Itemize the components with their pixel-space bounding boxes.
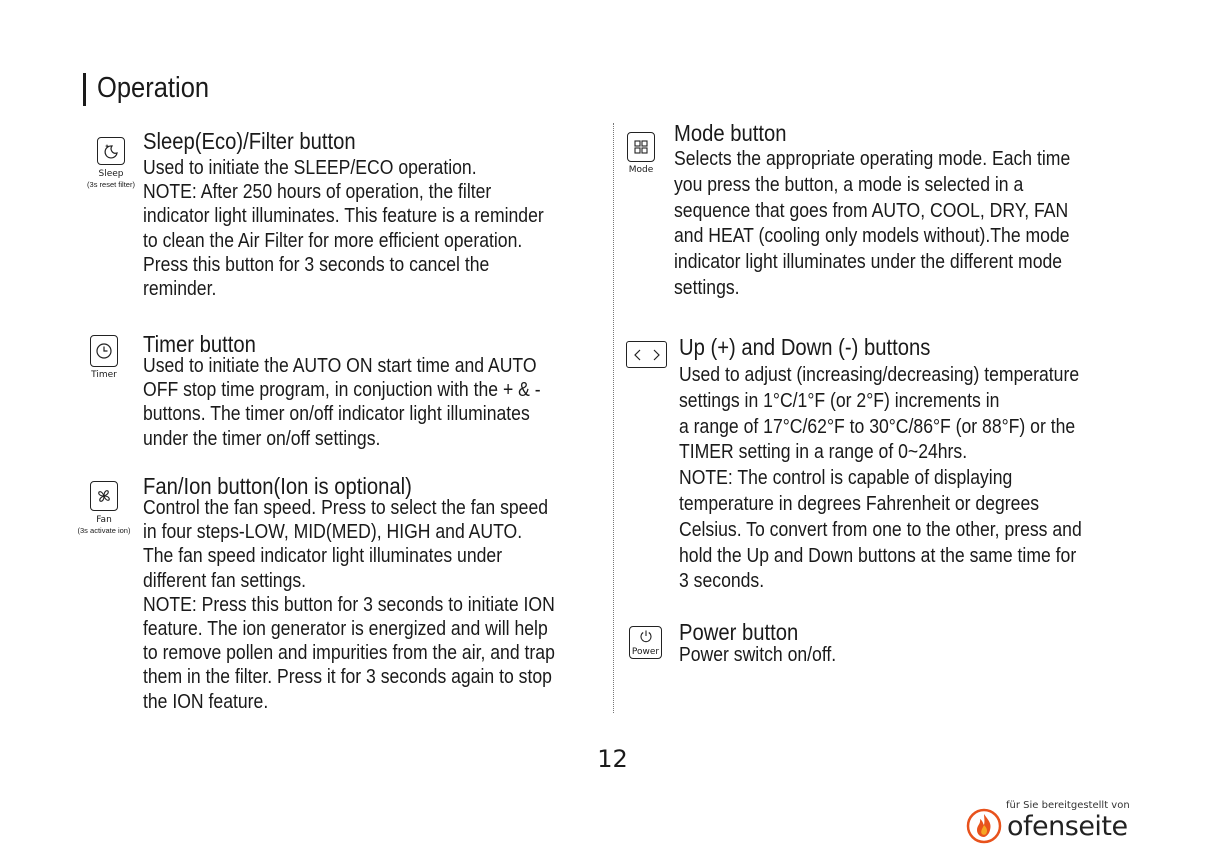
fan-icon-label: Fan [96, 515, 112, 525]
body-line: reminder. [143, 278, 217, 301]
body-line: hold the Up and Down buttons at the same time for [679, 544, 1077, 567]
updown-title: Up (+) and Down (-) buttons [679, 334, 931, 360]
body-line: NOTE: Press this button for 3 seconds to initiate ION [143, 593, 555, 616]
body-line: Celsius. To convert from one to the other, press and [679, 518, 1082, 541]
body-line: in four steps-LOW, MID(MED), HIGH and AUTO. [143, 521, 523, 544]
updown-section [679, 334, 1137, 595]
body-line: Used to adjust (increasing/decreasing) temperature [679, 364, 1080, 386]
body-line: you press the button, a mode is selected in a [674, 173, 1024, 196]
body-line: buttons. The timer on/off indicator light illuminates [143, 403, 530, 426]
power-section [679, 619, 858, 667]
page-title: Operation [97, 72, 210, 104]
body-line: sequence that goes from AUTO, COOL, DRY, FAN [674, 199, 1069, 222]
timer-button-icon-box [90, 335, 118, 367]
moon-star-icon [102, 142, 120, 160]
body-line: 3 seconds. [679, 570, 765, 593]
fan-body [143, 496, 611, 714]
body-line: a range of 17°C/62°F to 30°C/86°F (or 88°F) or the [679, 415, 1076, 438]
body-line: NOTE: After 250 hours of operation, the filter [143, 181, 492, 204]
body-line: NOTE: The control is capable of displaying [679, 467, 1013, 490]
body-line: the ION feature. [143, 690, 269, 713]
body-line: temperature in degrees Fahrenheit or degrees [679, 492, 1040, 515]
mode-button-icon-box [627, 132, 655, 162]
body-line: Selects the appropriate operating mode. Each time [674, 148, 1071, 170]
power-icon-label: Power [631, 647, 660, 657]
provided-by-text: für Sie bereitgestellt von [1006, 800, 1130, 811]
title-accent-bar [83, 73, 86, 106]
body-line: Used to initiate the SLEEP/ECO operation. [143, 157, 477, 179]
body-line: indicator light illuminates. This feature is a reminder [143, 205, 544, 228]
body-line: to clean the Air Filter for more efficient operation. [143, 229, 523, 252]
mode-title: Mode button [674, 120, 787, 146]
body-line: The fan speed indicator light illuminates under [143, 545, 503, 568]
updown-button-icon-box [626, 341, 667, 368]
grid-icon [633, 139, 649, 155]
body-line: feature. The ion generator is energized and will help [143, 618, 548, 641]
fan-icon-sublabel: (3s activate ion) [77, 526, 131, 535]
fan-icon [95, 487, 113, 505]
body-line: TIMER setting in a range of 0~24hrs. [679, 441, 968, 464]
sleep-body [143, 156, 598, 301]
mode-body [674, 147, 1124, 302]
fan-title: Fan/Ion button(Ion is optional) [143, 473, 412, 499]
sleep-button-icon-box [97, 137, 125, 165]
body-line: Press this button for 3 seconds to cancel the [143, 253, 490, 276]
timer-icon-label: Timer [91, 370, 117, 380]
body-line: Power switch on/off. [679, 644, 837, 666]
body-line: OFF stop time program, in conjuction with the + & - [143, 379, 541, 402]
column-divider [613, 123, 614, 713]
sleep-icon-sublabel: (3s reset filter) [87, 180, 135, 189]
brand-name: ofenseite [1007, 811, 1128, 842]
body-line: indicator light illuminates under the different mode [674, 251, 1063, 274]
body-line: and HEAT (cooling only models without).The mode [674, 225, 1070, 248]
sleep-title: Sleep(Eco)/Filter button [143, 128, 356, 154]
power-body [679, 643, 858, 667]
timer-section [143, 331, 595, 451]
clock-icon [95, 342, 113, 360]
body-line: them in the filter. Press it for 3 seconds again to stop [143, 666, 552, 689]
mode-section [674, 120, 1124, 302]
body-line: under the timer on/off settings. [143, 427, 381, 450]
page-number: 12 [597, 745, 628, 773]
timer-body [143, 354, 595, 451]
fan-section [143, 473, 611, 714]
fan-button-icon-box [90, 481, 118, 511]
sleep-icon-label: Sleep [98, 169, 124, 179]
body-line: to remove pollen and impurities from the air, and trap [143, 642, 555, 665]
body-line: settings in 1°C/1°F (or 2°F) increments in [679, 389, 1000, 412]
power-title: Power button [679, 619, 799, 645]
body-line: different fan settings. [143, 569, 307, 592]
sleep-section [143, 128, 598, 301]
mode-icon-label: Mode [628, 165, 654, 175]
updown-body [679, 363, 1137, 595]
chevron-left-right-icon [632, 348, 662, 362]
timer-title: Timer button [143, 331, 256, 357]
body-line: Control the fan speed. Press to select the fan speed [143, 497, 549, 519]
flame-logo-icon [966, 808, 1002, 844]
body-line: settings. [674, 276, 740, 299]
power-icon [639, 629, 653, 643]
body-line: Used to initiate the AUTO ON start time and AUTO [143, 355, 537, 377]
